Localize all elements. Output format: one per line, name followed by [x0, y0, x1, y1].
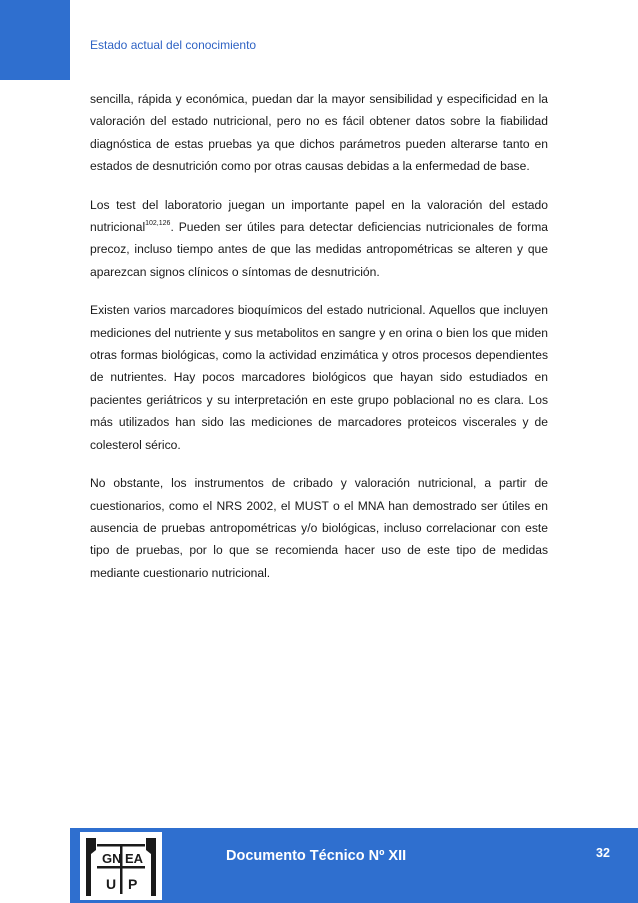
section-title: Estado actual del conocimiento	[90, 38, 257, 52]
page-number: 32	[596, 846, 610, 860]
logo-text-u: U	[106, 876, 117, 892]
logo-text-p: P	[128, 876, 138, 892]
paragraph	[90, 194, 548, 284]
corner-accent-block	[0, 0, 70, 80]
paragraph-text: Los test del laboratorio juegan un importante papel en la valoración del estado nutricional	[90, 197, 548, 235]
paragraph: sencilla, rápida y económica, puedan dar la mayor sensibilidad y especificidad en la valoración del estado nutricional, pero no es fácil obtener datos sobre la fiabilidad diagnóstica de estas pruebas ya que dichos parámetros pueden alterarse tanto en estados de desnutrición como por otras causas debidas a la enfermedad de base.	[90, 92, 548, 174]
document-title: Documento Técnico Nº XII	[226, 848, 407, 864]
citation-reference: 102,126	[145, 220, 171, 228]
paragraph: Existen varios marcadores bioquímicos del estado nutricional. Aquellos que incluyen mediciones del nutriente y sus metabolitos en sangre y en orina o bien los que miden otras formas biológicas, como la actividad enzimática y otros procesos dependientes de nutrientes. Hay pocos marcadores biológicos que hayan sido estudiados en pacientes geriátricos y su interpretación en este grupo poblacional no es clara. Los más utilizados han sido las mediciones de marcadores proteicos viscerales y de colesterol sérico.	[90, 303, 548, 452]
gneaup-logo-icon	[80, 832, 162, 900]
paragraph-text: . Pueden ser útiles para detectar deficiencias nutricionales de forma precoz, incluso tiempo antes de que las medidas antropométricas se alteren y que aparezcan signos clínicos o síntomas de desnutrición.	[90, 220, 548, 279]
logo-text-ea: EA	[125, 851, 144, 866]
paragraph: No obstante, los instrumentos de cribado y valoración nutricional, a partir de cuestionarios, como el NRS 2002, el MUST o el MNA han demostrado ser útiles en ausencia de pruebas antropométricas y/o biológicas, incluso correlacionar con este tipo de pruebas, por lo que se recomienda hacer uso de este tipo de medidas mediante cuestionario nutricional.	[90, 476, 548, 580]
document-body	[90, 88, 548, 600]
logo-graphic	[80, 832, 162, 900]
logo-text-gn: GN	[102, 851, 122, 866]
